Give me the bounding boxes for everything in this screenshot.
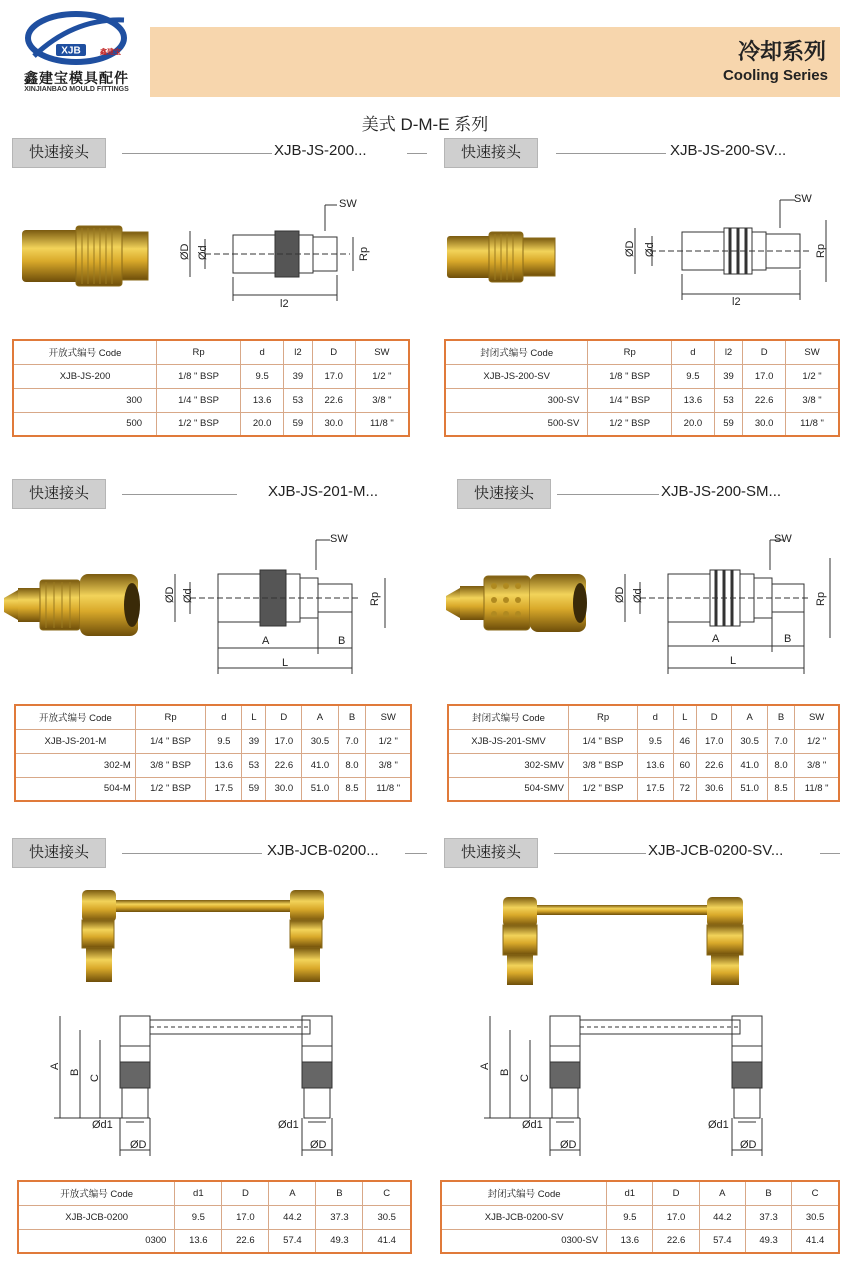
spec-table-jcb0200-sv — [440, 1180, 840, 1254]
section-heading-js200 — [12, 138, 427, 168]
table-cell: 500-SV — [445, 412, 588, 436]
table-row — [18, 1205, 411, 1229]
coupling-photo-js200-sm — [444, 566, 590, 638]
col-header: d1 — [607, 1181, 653, 1205]
col-header: C — [363, 1181, 411, 1205]
table-row — [13, 388, 409, 412]
table-row — [441, 1229, 839, 1253]
col-header: l2 — [284, 340, 313, 364]
table-cell: 41.4 — [792, 1229, 839, 1253]
table-cell: 22.6 — [312, 388, 355, 412]
dim-L: L — [282, 657, 289, 669]
table-cell: 1/4 " BSP — [157, 388, 241, 412]
table-cell: 8.5 — [767, 777, 794, 801]
table-header-row — [445, 340, 839, 364]
section-tag: 快速接头 — [444, 838, 538, 868]
table-cell: 37.3 — [316, 1205, 363, 1229]
table-header-row — [13, 340, 409, 364]
category-title-en: Cooling Series — [722, 67, 828, 84]
divider — [820, 853, 840, 854]
dim-D: ØD — [179, 243, 191, 260]
col-header: l2 — [714, 340, 742, 364]
table-cell: 57.4 — [269, 1229, 316, 1253]
col-header: B — [767, 705, 794, 729]
series-title: 美式 D-M-E 系列 — [361, 115, 489, 134]
table-cell: XJB-JS-200 — [13, 364, 157, 388]
table-cell: 3/8 " — [795, 753, 839, 777]
table-cell: 3/8 " — [355, 388, 409, 412]
table-cell: 30.0 — [266, 777, 302, 801]
col-header: D — [697, 705, 732, 729]
dim-Rp: Rp — [815, 243, 827, 258]
spec-table-js201-m — [14, 704, 412, 802]
table-cell: 8.0 — [338, 753, 366, 777]
dim-B: B — [499, 1068, 511, 1076]
col-header: 开放式编号 Code — [15, 705, 135, 729]
section-tag: 快速接头 — [12, 838, 106, 868]
table-cell: 41.0 — [302, 753, 338, 777]
table-cell: 53 — [284, 388, 313, 412]
brand-name-en: XINJIANBAO MOULD FITTINGS — [24, 86, 129, 93]
col-header: 封闭式编号 Code — [441, 1181, 607, 1205]
table-cell: 11/8 " — [786, 412, 839, 436]
table-cell: 1/2 " BSP — [157, 412, 241, 436]
drawing-jcb0200 — [40, 1010, 410, 1170]
table-cell: 1/4 " BSP — [568, 729, 637, 753]
coupling-photo-js200-sv — [447, 230, 557, 284]
divider — [407, 153, 427, 154]
col-header: d — [206, 705, 242, 729]
table-cell: 30.5 — [302, 729, 338, 753]
table-row — [441, 1205, 839, 1229]
table-cell: 13.6 — [241, 388, 284, 412]
table-cell: XJB-JCB-0200 — [18, 1205, 175, 1229]
model-name: XJB-JCB-0200-SV... — [648, 842, 784, 859]
table-cell: 1/2 " BSP — [588, 412, 672, 436]
table-cell: 39 — [714, 364, 742, 388]
model-name: XJB-JS-200-SM... — [661, 483, 782, 500]
table-header-row — [15, 705, 411, 729]
dim-B: B — [784, 633, 792, 645]
col-header: B — [338, 705, 366, 729]
table-cell: 17.0 — [222, 1205, 269, 1229]
spec-table-js200-sm — [447, 704, 840, 802]
col-header: 开放式编号 Code — [13, 340, 157, 364]
table-row — [18, 1229, 411, 1253]
table-cell: 1/4 " BSP — [135, 729, 205, 753]
table-row — [445, 412, 839, 436]
col-header: D — [266, 705, 302, 729]
col-header: D — [312, 340, 355, 364]
manifold-photo-jcb0200-sv — [495, 893, 755, 989]
table-cell: 1/8 " BSP — [157, 364, 241, 388]
table-cell: 1/4 " BSP — [588, 388, 672, 412]
brand-name-cn: 鑫建宝模具配件 — [24, 70, 129, 86]
table-cell: 57.4 — [699, 1229, 745, 1253]
table-cell: 49.3 — [316, 1229, 363, 1253]
col-header: d — [241, 340, 284, 364]
col-header: 开放式编号 Code — [18, 1181, 175, 1205]
table-row — [15, 729, 411, 753]
table-cell: 20.0 — [671, 412, 714, 436]
col-header: B — [316, 1181, 363, 1205]
col-header: Rp — [157, 340, 241, 364]
table-header-row — [18, 1181, 411, 1205]
section-heading-js201-m — [12, 479, 412, 509]
table-row — [13, 364, 409, 388]
dim-A: A — [49, 1062, 61, 1070]
table-cell: 302-SMV — [448, 753, 568, 777]
dim-D: ØD — [560, 1139, 577, 1151]
table-cell: 504-SMV — [448, 777, 568, 801]
col-header: SW — [786, 340, 839, 364]
table-cell: 17.5 — [206, 777, 242, 801]
section-tag: 快速接头 — [12, 479, 106, 509]
section-heading-js200-sm — [457, 479, 840, 509]
table-cell: XJB-JS-201-SMV — [448, 729, 568, 753]
section-tag: 快速接头 — [444, 138, 538, 168]
drawing-js200-sm — [610, 528, 845, 678]
table-cell: 30.5 — [792, 1205, 839, 1229]
dim-A: A — [479, 1062, 491, 1070]
dim-SW: SW — [339, 198, 357, 210]
drawing-js200-sv — [620, 190, 840, 310]
table-cell: 59 — [714, 412, 742, 436]
spec-table-jcb0200 — [17, 1180, 412, 1254]
section-heading-js200-sv — [444, 138, 839, 168]
col-header: SW — [366, 705, 411, 729]
table-cell: 30.5 — [732, 729, 767, 753]
table-cell: 3/8 " BSP — [568, 753, 637, 777]
table-cell: 13.6 — [671, 388, 714, 412]
col-header: D — [222, 1181, 269, 1205]
divider — [122, 494, 237, 495]
table-cell: 44.2 — [269, 1205, 316, 1229]
table-cell: 1/2 " — [795, 729, 839, 753]
drawing-jcb0200-sv — [470, 1010, 840, 1170]
table-row — [445, 364, 839, 388]
table-row — [448, 753, 839, 777]
table-cell: 8.5 — [338, 777, 366, 801]
dim-d1: Ød1 — [522, 1119, 543, 1131]
table-cell: 8.0 — [767, 753, 794, 777]
table-cell: 9.5 — [607, 1205, 653, 1229]
model-name: XJB-JCB-0200... — [267, 842, 379, 859]
dim-d: Ød — [182, 588, 194, 603]
table-cell: 0300 — [18, 1229, 175, 1253]
divider — [557, 494, 659, 495]
logo-badge: XJB — [61, 45, 81, 57]
col-header: SW — [795, 705, 839, 729]
table-cell: 13.6 — [607, 1229, 653, 1253]
table-cell: 504-M — [15, 777, 135, 801]
table-cell: 30.0 — [743, 412, 786, 436]
model-name: XJB-JS-200-SV... — [670, 142, 787, 159]
col-header: A — [302, 705, 338, 729]
col-header: C — [792, 1181, 839, 1205]
table-cell: 1/2 " BSP — [135, 777, 205, 801]
table-cell: 41.0 — [732, 753, 767, 777]
table-cell: 3/8 " — [786, 388, 839, 412]
dim-l2: l2 — [732, 296, 741, 308]
section-tag: 快速接头 — [12, 138, 106, 168]
coupling-photo-js201-m — [2, 568, 142, 640]
table-cell: 30.6 — [697, 777, 732, 801]
spec-table-js200-sv — [444, 339, 840, 437]
table-cell: 53 — [242, 753, 266, 777]
table-cell: 1/2 " — [355, 364, 409, 388]
col-header: D — [743, 340, 786, 364]
model-name: XJB-JS-201-M... — [268, 483, 379, 500]
logo-swoosh-icon — [14, 8, 139, 68]
table-cell: 9.5 — [175, 1205, 222, 1229]
dim-SW: SW — [794, 193, 812, 205]
table-cell: 7.0 — [767, 729, 794, 753]
dim-SW: SW — [774, 533, 792, 545]
table-cell: 11/8 " — [355, 412, 409, 436]
drawing-js200 — [175, 195, 385, 310]
table-cell: 17.0 — [312, 364, 355, 388]
logo-badge-cn: 鑫建宝 — [100, 48, 121, 56]
dim-SW: SW — [330, 533, 348, 545]
dim-l2: l2 — [280, 298, 289, 310]
table-cell: 59 — [242, 777, 266, 801]
table-cell: 72 — [673, 777, 696, 801]
table-cell: 11/8 " — [366, 777, 411, 801]
col-header: A — [699, 1181, 745, 1205]
col-header: L — [242, 705, 266, 729]
col-header: Rp — [135, 705, 205, 729]
section-heading-jcb0200-sv — [444, 838, 840, 868]
table-cell: 22.6 — [653, 1229, 699, 1253]
table-cell: 17.0 — [697, 729, 732, 753]
table-cell: 13.6 — [638, 753, 673, 777]
dim-d: Ød — [644, 242, 656, 257]
table-cell: 20.0 — [241, 412, 284, 436]
category-banner — [150, 27, 840, 97]
table-row — [13, 412, 409, 436]
table-cell: 22.6 — [222, 1229, 269, 1253]
table-cell: 302-M — [15, 753, 135, 777]
dim-Rp: Rp — [815, 591, 827, 606]
divider — [405, 853, 427, 854]
dim-D: ØD — [164, 586, 176, 603]
table-row — [448, 729, 839, 753]
table-cell: 39 — [284, 364, 313, 388]
table-cell: 22.6 — [743, 388, 786, 412]
table-cell: 1/2 " — [786, 364, 839, 388]
col-header: A — [732, 705, 767, 729]
coupling-photo-js200 — [22, 222, 150, 290]
table-cell: XJB-JS-200-SV — [445, 364, 588, 388]
table-cell: 17.5 — [638, 777, 673, 801]
table-row — [448, 777, 839, 801]
table-cell: 9.5 — [206, 729, 242, 753]
table-cell: 51.0 — [732, 777, 767, 801]
dim-D: ØD — [740, 1139, 757, 1151]
dim-D: ØD — [310, 1139, 327, 1151]
table-cell: 9.5 — [671, 364, 714, 388]
table-cell: 46 — [673, 729, 696, 753]
table-cell: XJB-JS-201-M — [15, 729, 135, 753]
table-cell: 3/8 " — [366, 753, 411, 777]
table-cell: 49.3 — [745, 1229, 791, 1253]
drawing-js201-m — [160, 528, 400, 678]
table-row — [15, 777, 411, 801]
table-cell: 60 — [673, 753, 696, 777]
dim-D: ØD — [614, 586, 626, 603]
table-header-row — [441, 1181, 839, 1205]
table-cell: 39 — [242, 729, 266, 753]
dim-B: B — [69, 1068, 81, 1076]
divider — [122, 853, 262, 854]
dim-C: C — [519, 1074, 531, 1082]
col-header: A — [269, 1181, 316, 1205]
table-cell: 37.3 — [745, 1205, 791, 1229]
model-name: XJB-JS-200... — [274, 142, 367, 159]
table-cell: 17.0 — [266, 729, 302, 753]
dim-C: C — [89, 1074, 101, 1082]
table-cell: 1/8 " BSP — [588, 364, 672, 388]
table-cell: 3/8 " BSP — [135, 753, 205, 777]
col-header: B — [745, 1181, 791, 1205]
col-header: d1 — [175, 1181, 222, 1205]
col-header: D — [653, 1181, 699, 1205]
table-cell: 1/2 " BSP — [568, 777, 637, 801]
table-cell: 44.2 — [699, 1205, 745, 1229]
table-cell: 300-SV — [445, 388, 588, 412]
col-header: Rp — [568, 705, 637, 729]
table-cell: 53 — [714, 388, 742, 412]
divider — [122, 153, 272, 154]
table-header-row — [448, 705, 839, 729]
col-header: 封闭式编号 Code — [445, 340, 588, 364]
table-cell: 500 — [13, 412, 157, 436]
table-cell: 30.0 — [312, 412, 355, 436]
table-row — [15, 753, 411, 777]
table-cell: 9.5 — [638, 729, 673, 753]
table-row — [445, 388, 839, 412]
col-header: d — [638, 705, 673, 729]
dim-A: A — [712, 633, 720, 645]
manifold-photo-jcb0200 — [68, 888, 336, 988]
divider — [554, 853, 646, 854]
table-cell: 41.4 — [363, 1229, 411, 1253]
dim-d: Ød — [632, 588, 644, 603]
category-title-cn: 冷却系列 — [737, 39, 826, 64]
section-heading-jcb0200 — [12, 838, 417, 868]
dim-d1: Ød1 — [92, 1119, 113, 1131]
col-header: Rp — [588, 340, 672, 364]
section-tag: 快速接头 — [457, 479, 551, 509]
table-cell: 13.6 — [175, 1229, 222, 1253]
table-cell: 22.6 — [697, 753, 732, 777]
table-cell: 1/2 " — [366, 729, 411, 753]
table-cell: 11/8 " — [795, 777, 839, 801]
dim-Rp: Rp — [358, 246, 370, 261]
dim-d1: Ød1 — [708, 1119, 729, 1131]
col-header: 封闭式编号 Code — [448, 705, 568, 729]
col-header: d — [671, 340, 714, 364]
company-logo — [14, 8, 139, 100]
table-cell: 9.5 — [241, 364, 284, 388]
dim-D: ØD — [624, 240, 636, 257]
dim-d: Ød — [197, 245, 209, 260]
dim-d1: Ød1 — [278, 1119, 299, 1131]
col-header: SW — [355, 340, 409, 364]
dim-B: B — [338, 635, 346, 647]
table-cell: 30.5 — [363, 1205, 411, 1229]
dim-D: ØD — [130, 1139, 147, 1151]
dim-Rp: Rp — [369, 591, 381, 606]
table-cell: 22.6 — [266, 753, 302, 777]
table-cell: XJB-JCB-0200-SV — [441, 1205, 607, 1229]
table-cell: 13.6 — [206, 753, 242, 777]
table-cell: 0300-SV — [441, 1229, 607, 1253]
table-cell: 300 — [13, 388, 157, 412]
table-cell: 7.0 — [338, 729, 366, 753]
dim-A: A — [262, 635, 270, 647]
divider — [556, 153, 666, 154]
table-cell: 17.0 — [743, 364, 786, 388]
table-cell: 17.0 — [653, 1205, 699, 1229]
col-header: L — [673, 705, 696, 729]
spec-table-js200 — [12, 339, 410, 437]
table-cell: 51.0 — [302, 777, 338, 801]
dim-L: L — [730, 655, 737, 667]
table-cell: 59 — [284, 412, 313, 436]
